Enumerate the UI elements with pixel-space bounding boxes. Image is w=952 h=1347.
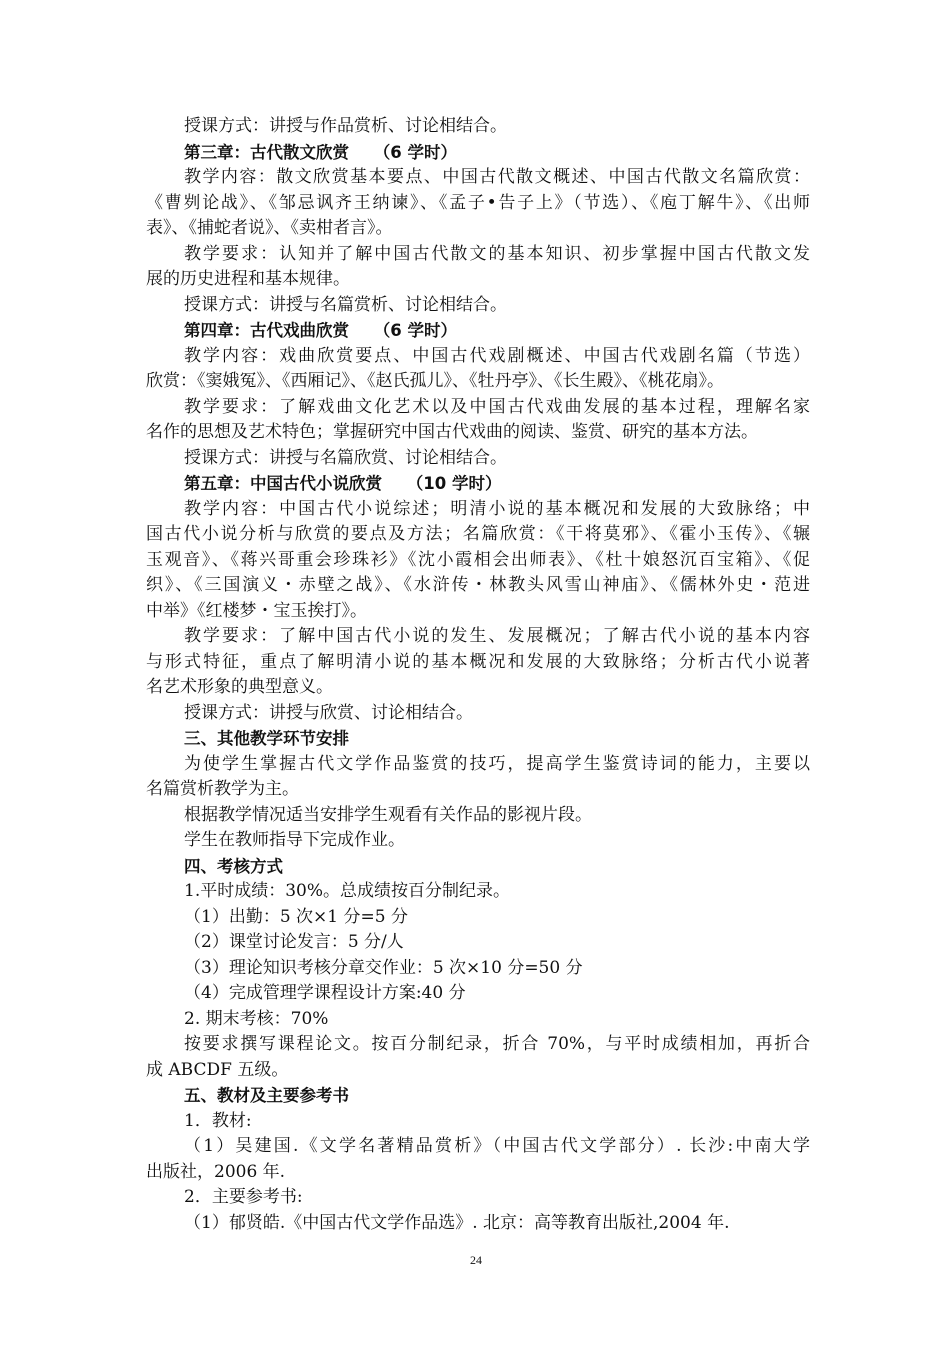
text-line: （2）课堂讨论发言：5 分/人 [184,932,404,952]
text-line: 教学内容：散文欣赏基本要点、中国古代散文概述、中国古代散文名篇欣赏： [184,167,810,187]
document-body [146,114,810,1236]
text-line: 1.平时成绩：30%。总成绩按百分制纪录。 [184,881,511,901]
text-line: 名作的思想及艺术特色；掌握研究中国古代戏曲的阅读、鉴赏、研究的基本方法。 [146,422,758,442]
text-line: 出版社，2006 年. [146,1161,286,1182]
text-line: 成 ABCDF 五级。 [146,1059,289,1080]
text-line: 欣赏：《窦娥冤》、《西厢记》、《赵氏孤儿》、《牡丹亭》、《长生殿》、《桃花扇》。 [146,371,724,391]
text-line: 2. 期末考核：70% [184,1008,329,1029]
text-line: 中举》《红楼梦・宝玉挨打》。 [146,600,367,621]
text-line: 名艺术形象的典型意义。 [146,677,333,697]
text-line: 授课方式：讲授与名篇赏析、讨论相结合。 [184,294,507,315]
text-line: 教学要求：认知并了解中国古代散文的基本知识、初步掌握中国古代散文发 [184,243,810,264]
text-line: 玉观音》、《蒋兴哥重会珍珠衫》《沈小霞相会出师表》、《杜十娘怒沉百宝箱》、《促 [146,549,810,570]
text-line: （1）郁贤皓.《中国古代文学作品选》. 北京：高等教育出版社,2004 年. [184,1212,730,1233]
section-heading: 五、教材及主要参考书 [184,1086,349,1105]
text-line: 按要求撰写课程论文。按百分制纪录，折合 70%，与平时成绩相加，再折合 [184,1034,810,1054]
text-line: 名篇赏析教学为主。 [146,779,299,799]
text-line: 教学内容：戏曲欣赏要点、中国古代戏剧概述、中国古代戏剧名篇（节选） [184,345,810,366]
text-line: （4）完成管理学课程设计方案:40 分 [184,983,466,1003]
text-line: 授课方式：讲授与欣赏、讨论相结合。 [184,702,473,723]
text-line: 《曹刿论战》、《邹忌讽齐王纳谏》、《孟子•告子上》（节选）、《庖丁解牛》、《出师 [146,192,810,213]
text-line: 2．主要参考书: [184,1187,303,1207]
section-heading: 第三章：古代散文欣赏 （6 学时） [184,142,457,162]
text-line: 为使学生掌握古代文学作品鉴赏的技巧，提高学生鉴赏诗词的能力，主要以 [184,753,810,774]
text-line: （1）吴建国.《文学名著精品赏析》（中国古代文学部分）. 长沙:中南大学 [184,1136,810,1156]
text-line: 表》、《捕蛇者说》、《卖柑者言》。 [146,218,393,238]
text-line: 1．教材: [184,1110,252,1131]
text-line: 教学要求：了解戏曲文化艺术以及中国古代戏曲发展的基本过程，理解名家 [184,396,810,417]
text-line: 国古代小说分析与欣赏的要点及方法；名篇欣赏：《干将莫邪》、《霍小玉传》、《辗 [146,524,810,544]
text-line: （3）理论知识考核分章交作业：5 次×10 分=50 分 [184,957,583,978]
text-line: 织》、《三国演义・赤壁之战》、《水浒传・林教头风雪山神庙》、《儒林外史・范进 [146,575,810,595]
text-line: 教学内容：中国古代小说综述；明清小说的基本概况和发展的大致脉络；中 [184,498,810,519]
text-line: 根据教学情况适当安排学生观看有关作品的影视片段。 [184,804,592,825]
text-line: 与形式特征，重点了解明清小说的基本概况和发展的大致脉络；分析古代小说著 [146,651,810,672]
section-heading: 第四章：古代戏曲欣赏 （6 学时） [184,321,457,340]
text-line: 授课方式：讲授与作品赏析、讨论相结合。 [184,116,507,136]
text-line: 教学要求：了解中国古代小说的发生、发展概况；了解古代小说的基本内容 [184,626,810,646]
section-heading: 四、考核方式 [184,856,283,876]
text-line: 授课方式：讲授与名篇欣赏、讨论相结合。 [184,447,507,468]
text-line: 学生在教师指导下完成作业。 [184,830,405,850]
section-heading: 第五章：中国古代小说欣赏 （10 学时） [184,474,502,493]
text-line: （1）出勤：5 次×1 分=5 分 [184,906,408,927]
section-heading: 三、其他教学环节安排 [184,729,349,748]
page-number: 24 [470,1253,482,1267]
text-line: 展的历史进程和基本规律。 [146,269,350,289]
